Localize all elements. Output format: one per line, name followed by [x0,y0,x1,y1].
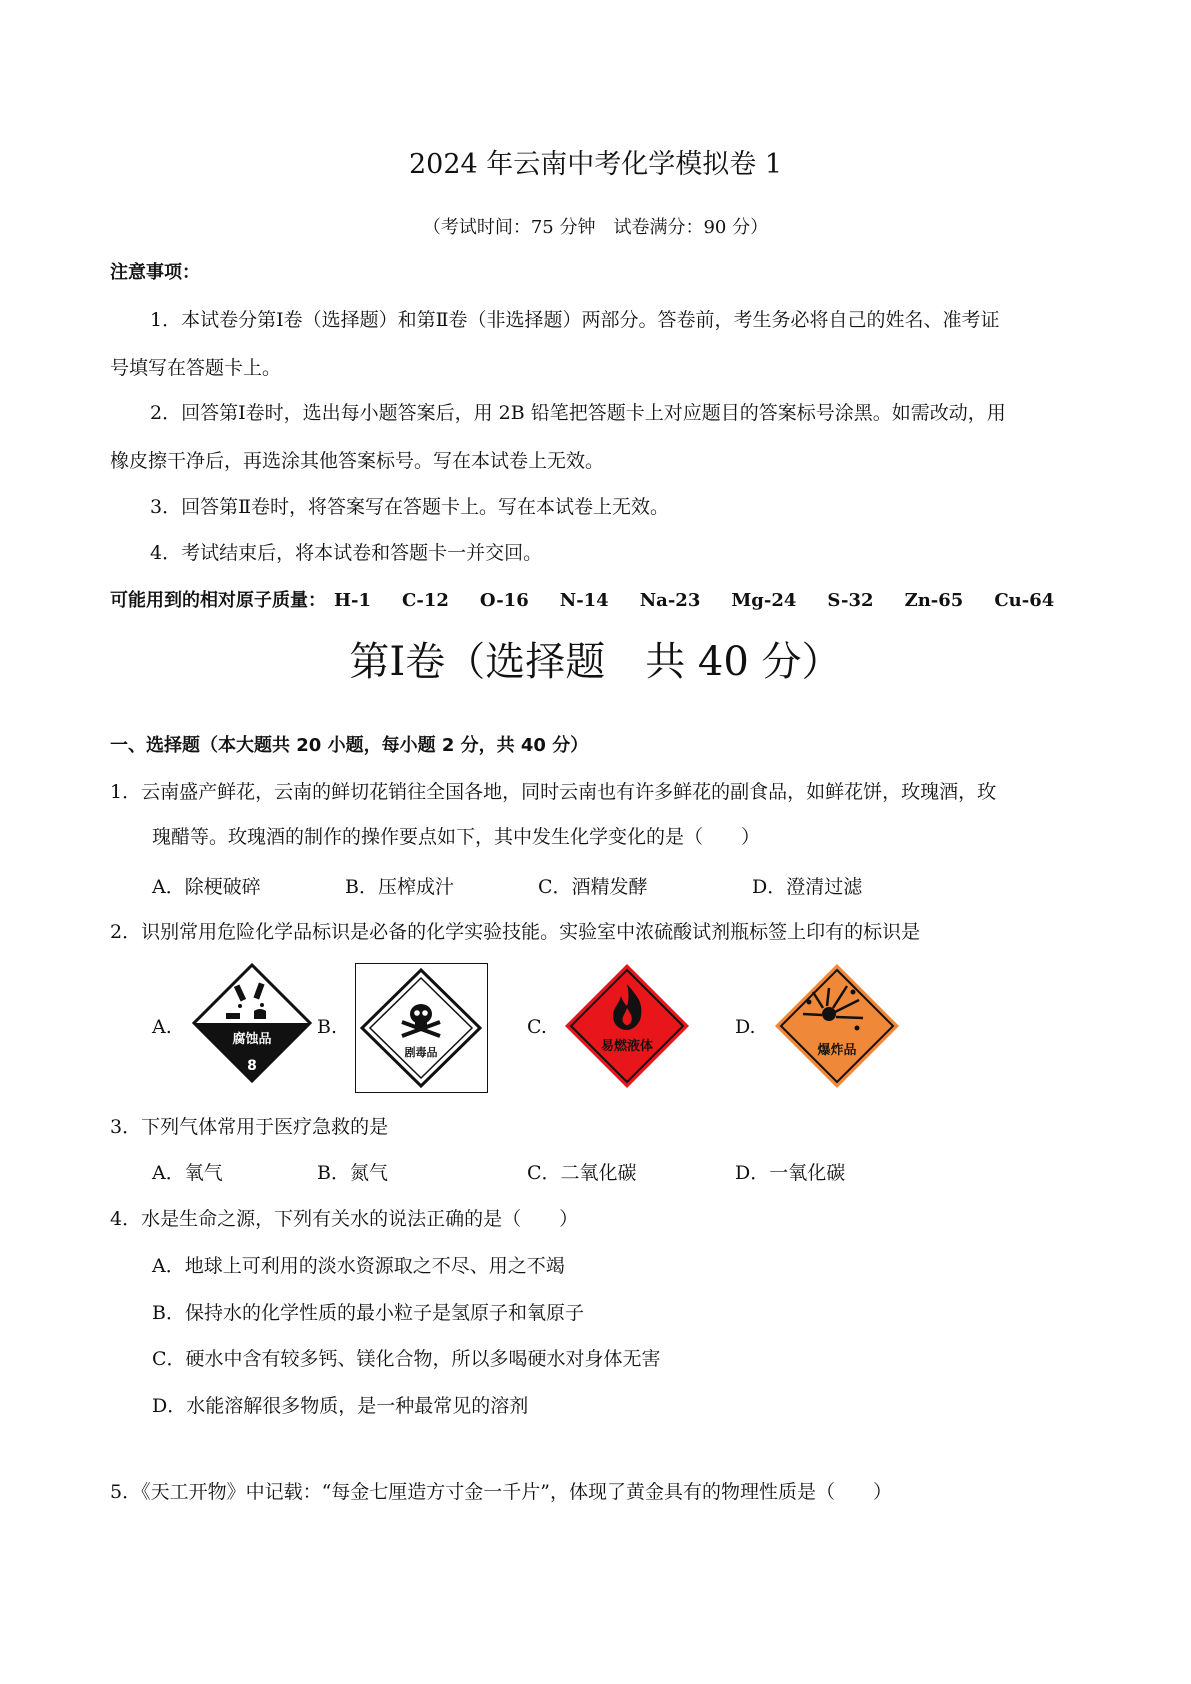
question-3-option-b: B．氮气 [317,1162,388,1184]
atomic-mass: C-12 [402,590,449,611]
question-3-line1: 3．下列气体常用于医疗急救的是 [110,1116,389,1138]
question-1-option-a: A．除梗破碎 [152,876,261,898]
question-3-option-d: D．一氧化碳 [735,1162,846,1184]
section-heading: 一、选择题（本大题共 20 小题，每小题 2 分，共 40 分） [110,735,589,756]
atomic-mass: Cu-64 [994,590,1055,611]
question-1-line1: 1．云南盛产鲜花，云南的鲜切花销往全国各地，同时云南也有许多鲜花的副食品，如鲜花饼，玫瑰酒，玫 [110,781,997,803]
question-1-option-b: B．压榨成汁 [345,876,454,898]
question-2-line1: 2．识别常用危险化学品标识是必备的化学实验技能。实验室中浓硫酸试剂瓶标签上印有的标识是 [110,921,921,943]
notice-item-1-line1: 1．本试卷分第Ⅰ卷（选择题）和第Ⅱ卷（非选择题）两部分。答卷前，考生务必将自己的姓名、准考证 [150,309,1000,331]
question-2-option-c-letter: C. [527,1016,547,1038]
question-4-line1: 4．水是生命之源，下列有关水的说法正确的是（ ） [110,1208,579,1230]
notice-heading: 注意事项： [110,262,200,283]
notice-item-2-line2: 橡皮擦干净后，再选涂其他答案标号。写在本试卷上无效。 [110,450,605,472]
toxic-sign-icon [356,964,487,1092]
flammable-liquid-sign-icon [563,962,691,1090]
notice-item-3: 3．回答第Ⅱ卷时，将答案写在答题卡上。写在本试卷上无效。 [150,496,670,518]
atomic-mass: N-14 [559,590,609,611]
question-4-option-b: B．保持水的化学性质的最小粒子是氢原子和氧原子 [152,1302,584,1324]
question-4-option-d: D．水能溶解很多物质，是一种最常见的溶剂 [152,1395,529,1417]
question-2-option-a-letter: A. [152,1016,172,1038]
atomic-mass: Mg-24 [731,590,797,611]
explosive-sign-text: 爆炸品 [817,1043,857,1058]
question-2-option-d-letter: D. [735,1016,756,1038]
atomic-mass: O-16 [479,590,529,611]
atomic-masses [110,586,1085,612]
atomic-mass: H-1 [334,590,372,611]
question-5-line1: 5．《天工开物》中记载：“每金七厘造方寸金一千片”，体现了黄金具有的物理性质是（ ） [110,1481,893,1503]
exam-info: （考试时间：75 分钟 试卷满分：90 分） [422,217,769,238]
question-4-option-c: C．硬水中含有较多钙、镁化合物，所以多喝硬水对身体无害 [152,1348,661,1370]
atomic-mass: Zn-65 [904,590,964,611]
corrosive-sign-icon [192,963,312,1083]
toxic-sign-frame [355,963,488,1093]
part-one-title: 第Ⅰ卷（选择题 共 40 分） [349,639,842,685]
flammable-sign-text: 易燃液体 [600,1039,654,1054]
notice-item-4: 4．考试结束后，将本试卷和答题卡一并交回。 [150,542,543,564]
atomic-mass: Na-23 [639,590,701,611]
question-3-option-c: C．二氧化碳 [527,1162,637,1184]
question-1-option-c: C．酒精发酵 [538,876,648,898]
atomic-masses-label: 可能用到的相对原子质量： [110,590,326,611]
notice-item-1-line2: 号填写在答题卡上。 [110,357,282,379]
explosive-sign-icon [773,962,901,1090]
question-3-option-a: A．氧气 [152,1162,223,1184]
toxic-sign-text: 剧毒品 [404,1046,438,1059]
page-title: 2024 年云南中考化学模拟卷 1 [408,149,783,180]
question-1-line2: 瑰醋等。玫瑰酒的制作的操作要点如下，其中发生化学变化的是（ ） [152,826,761,848]
question-4-option-a: A．地球上可利用的淡水资源取之不尽、用之不竭 [152,1255,565,1277]
question-2-option-b-letter: B. [317,1016,338,1038]
question-1-option-d: D．澄清过滤 [752,876,863,898]
notice-item-2-line1: 2．回答第Ⅰ卷时，选出每小题答案后，用 2B 铅笔把答题卡上对应题目的答案标号涂黑。如需改动，用 [150,402,1006,424]
atomic-mass: S-32 [827,590,874,611]
corrosive-sign-text: 腐蚀品 [232,1032,272,1047]
corrosive-class-number: 8 [247,1058,257,1074]
